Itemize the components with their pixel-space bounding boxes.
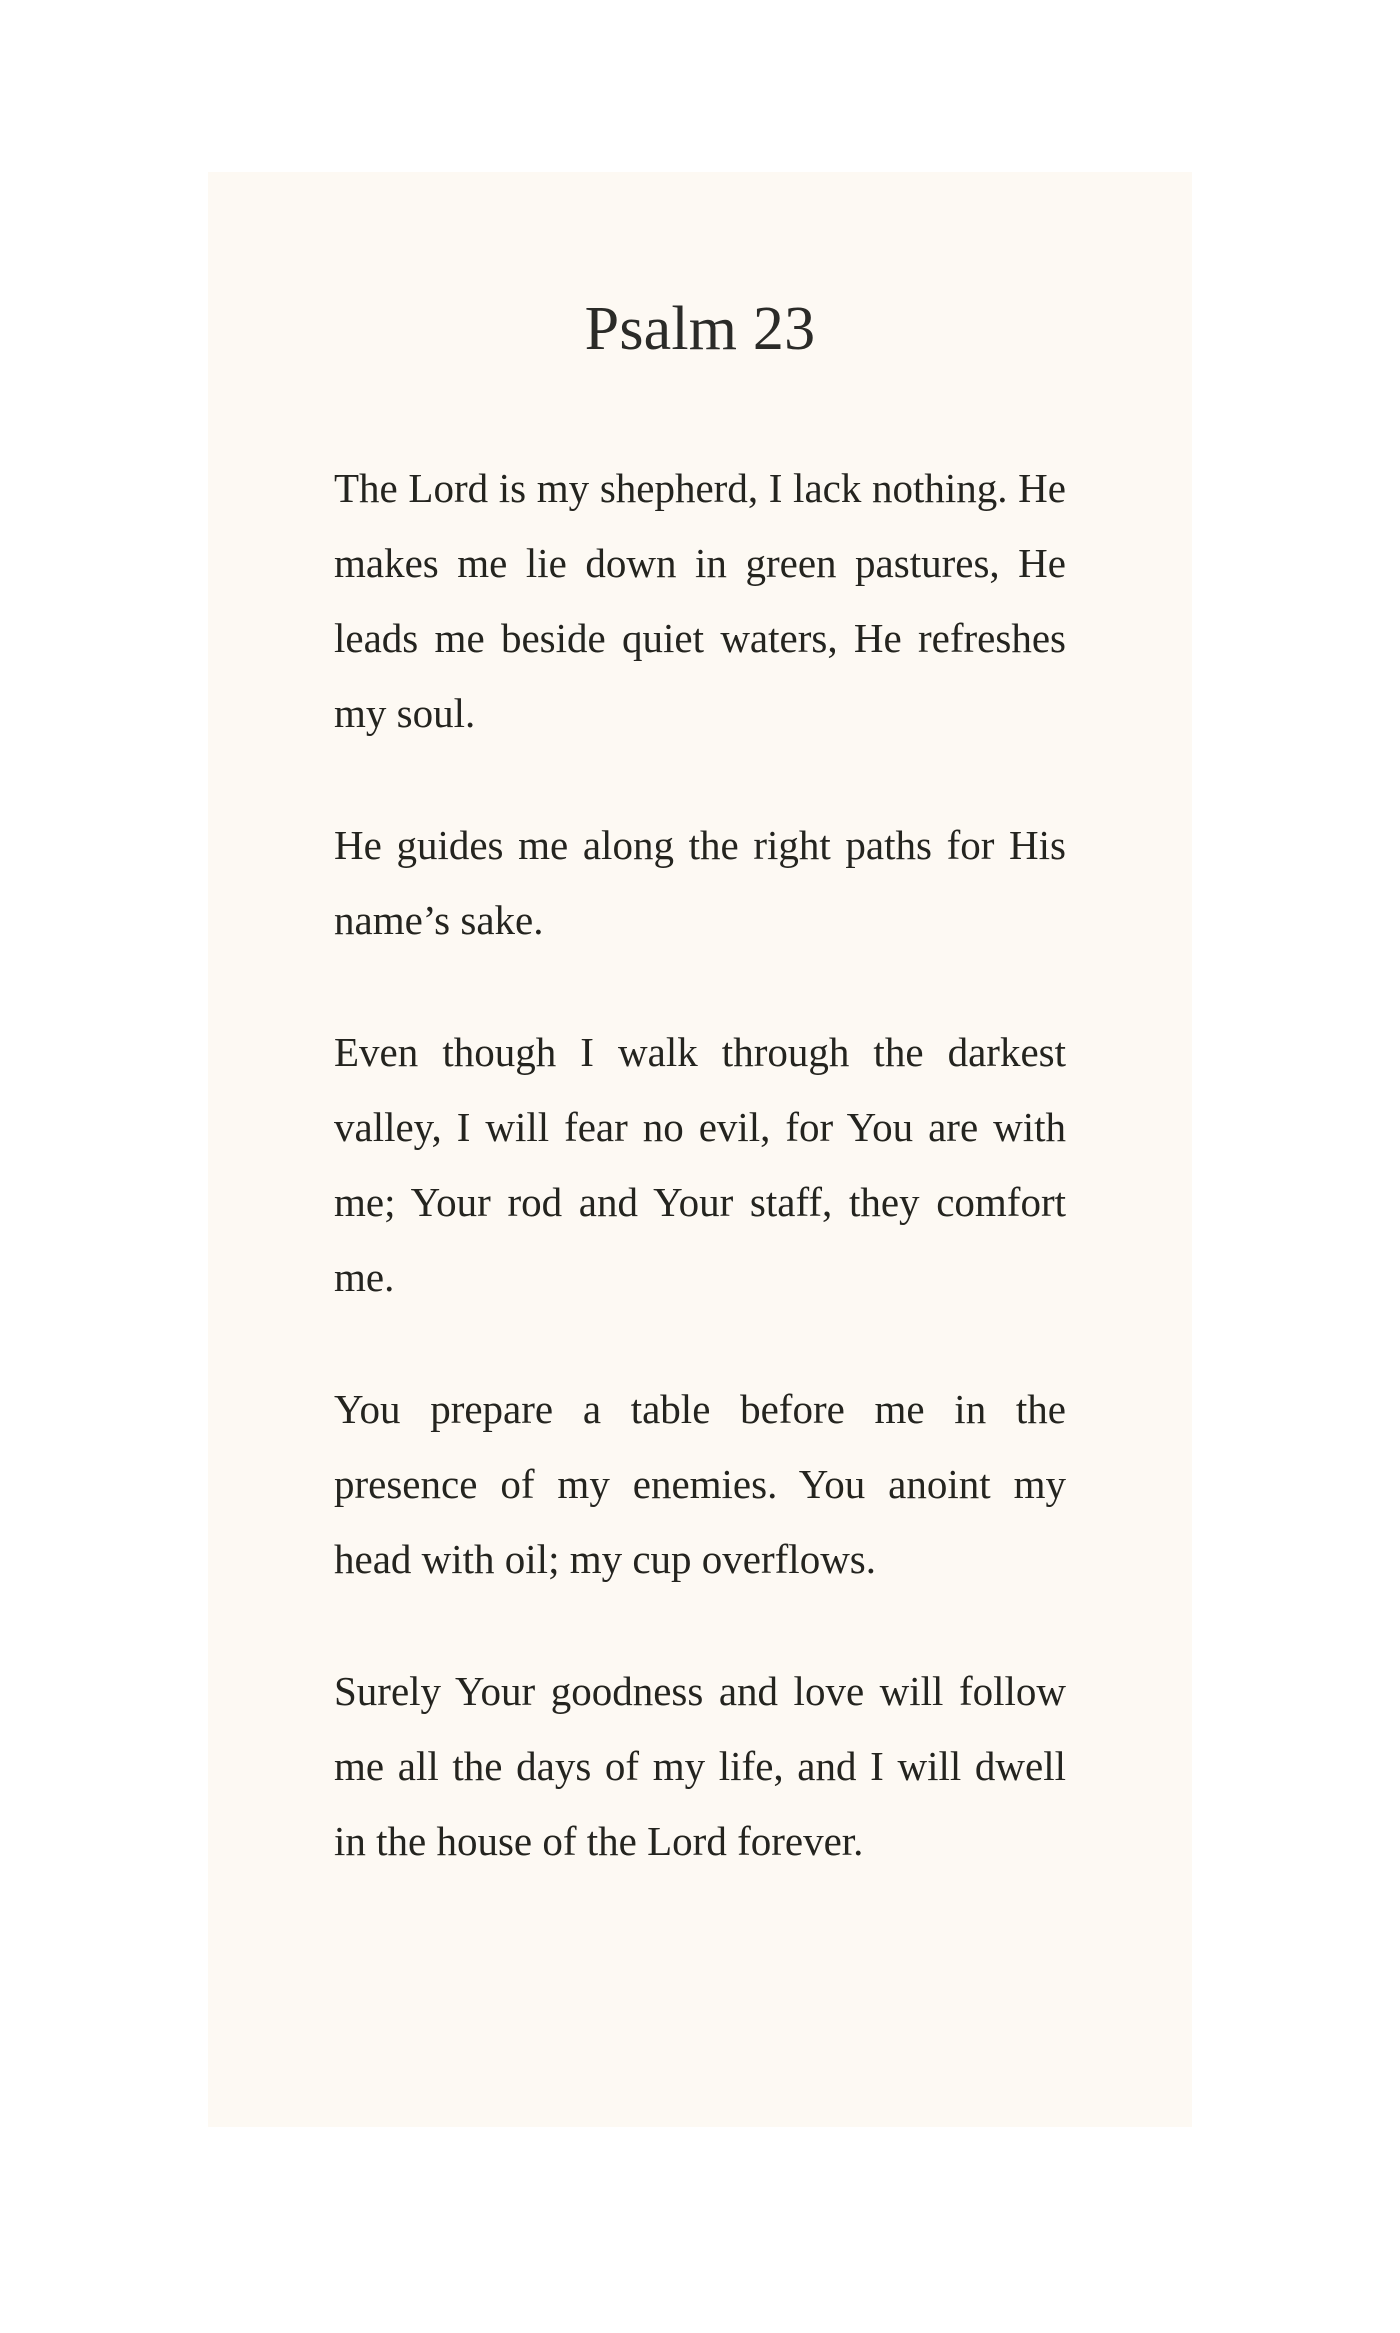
paragraph: The Lord is my shepherd, I lack nothing. He makes me lie down in green pastures, He leads me beside quiet waters, He refreshes my soul. [334, 465, 1066, 736]
paragraph: You prepare a table before me in the presence of my enemies. You anoint my head with oil; my cup overflows. [334, 1386, 1066, 1582]
document-card [208, 172, 1192, 2127]
paragraph: He guides me along the right paths for His name’s sake. [334, 822, 1066, 943]
page-title: Psalm 23 [584, 295, 816, 363]
document-body [334, 365, 1066, 1879]
paragraph: Even though I walk through the darkest valley, I will fear no evil, for You are with me; Your rod and Your staff, they comfort me. [334, 1029, 1066, 1300]
paragraph: Surely Your goodness and love will follow me all the days of my life, and I will dwell in the house of the Lord forever. [334, 1668, 1066, 1864]
